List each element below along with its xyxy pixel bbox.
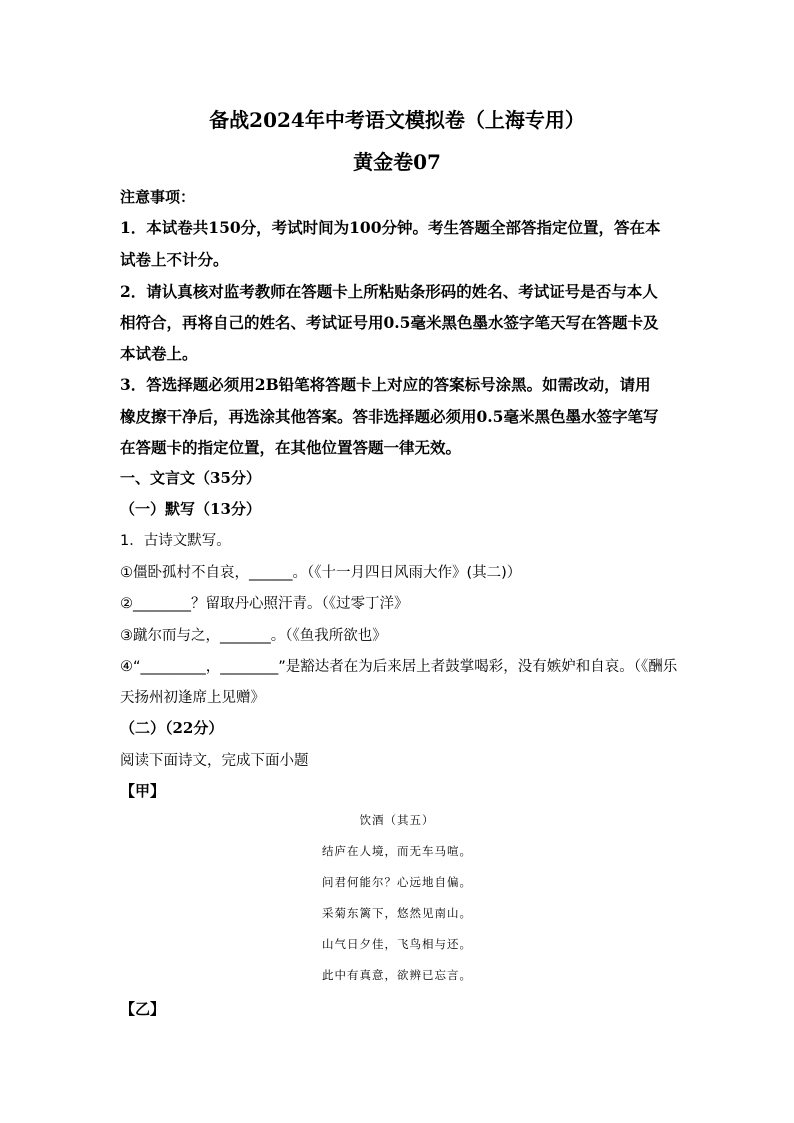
notice-line: 1．本试卷共150分，考试时间为100分钟。考生答题全部答指定位置，答在本 [120,218,661,237]
page-subtitle: 黄金卷07 [353,150,441,174]
notice-line: 本试卷上。 [120,344,198,363]
recitation-item: ④“_________，________”是豁达者在为后来居上者鼓掌喝彩，没有嫉妒和自哀。（《酬乐 [120,659,678,675]
reading-instruction: 阅读下面诗文，完成下面小题 [120,753,309,769]
question-1: 1．古诗文默写。 [120,533,231,549]
poem-line: 采菊东篱下，悠然见南山。 [322,906,472,920]
recitation-item: 天扬州初逢席上见赠》 [120,690,265,706]
poem-line: 问君何能尔？心远地自偏。 [322,875,472,889]
poem-line: 结庐在人境，而无车马喧。 [322,844,472,858]
notice-heading: 注意事项： [120,188,196,206]
notice-line: 2．请认真核对监考教师在答题卡上所粘贴条形码的姓名、考试证号是否与本人 [120,282,658,301]
poem-line: 此中有真意，欲辨已忘言。 [322,968,472,982]
notice-line: 试卷上不计分。 [120,250,229,269]
part-heading: （二）（22分） [120,719,224,737]
notice-line: 相符合，再将自己的姓名、考试证号用0.5毫米黑色墨水签字笔天写在答题卡及 [120,313,659,332]
recitation-item: ②________？留取丹心照汗青。（《过零丁洋》 [120,596,409,612]
text-label-jia: 【甲】 [120,782,166,800]
section-heading: 一、文言文（35分） [120,469,261,487]
poem-line: 山气日夕佳，飞鸟相与还。 [322,937,472,951]
recitation-item: ①僵卧孤村不自哀，______。（《十一月四日风雨大作》(其二)） [120,565,522,581]
notice-line: 3．答选择题必须用2B铅笔将答题卡上对应的答案标号涂黑。如需改动，请用 [120,375,651,394]
notice-line: 在答题卡的指定位置，在其他位置答题一律无效。 [120,438,462,457]
notice-line: 橡皮擦干净后，再选涂其他答案。答非选择题必须用0.5毫米黑色墨水签字笔写 [120,407,659,426]
page-title: 备战2024年中考语文模拟卷（上海专用） [209,108,585,132]
text-label-yi: 【乙】 [120,1000,166,1018]
part-heading: （一）默写（13分） [120,500,261,518]
poem-title: 饮酒（其五） [359,813,435,827]
recitation-item: ③蹴尔而与之，_______。（《鱼我所欲也》 [120,628,387,644]
